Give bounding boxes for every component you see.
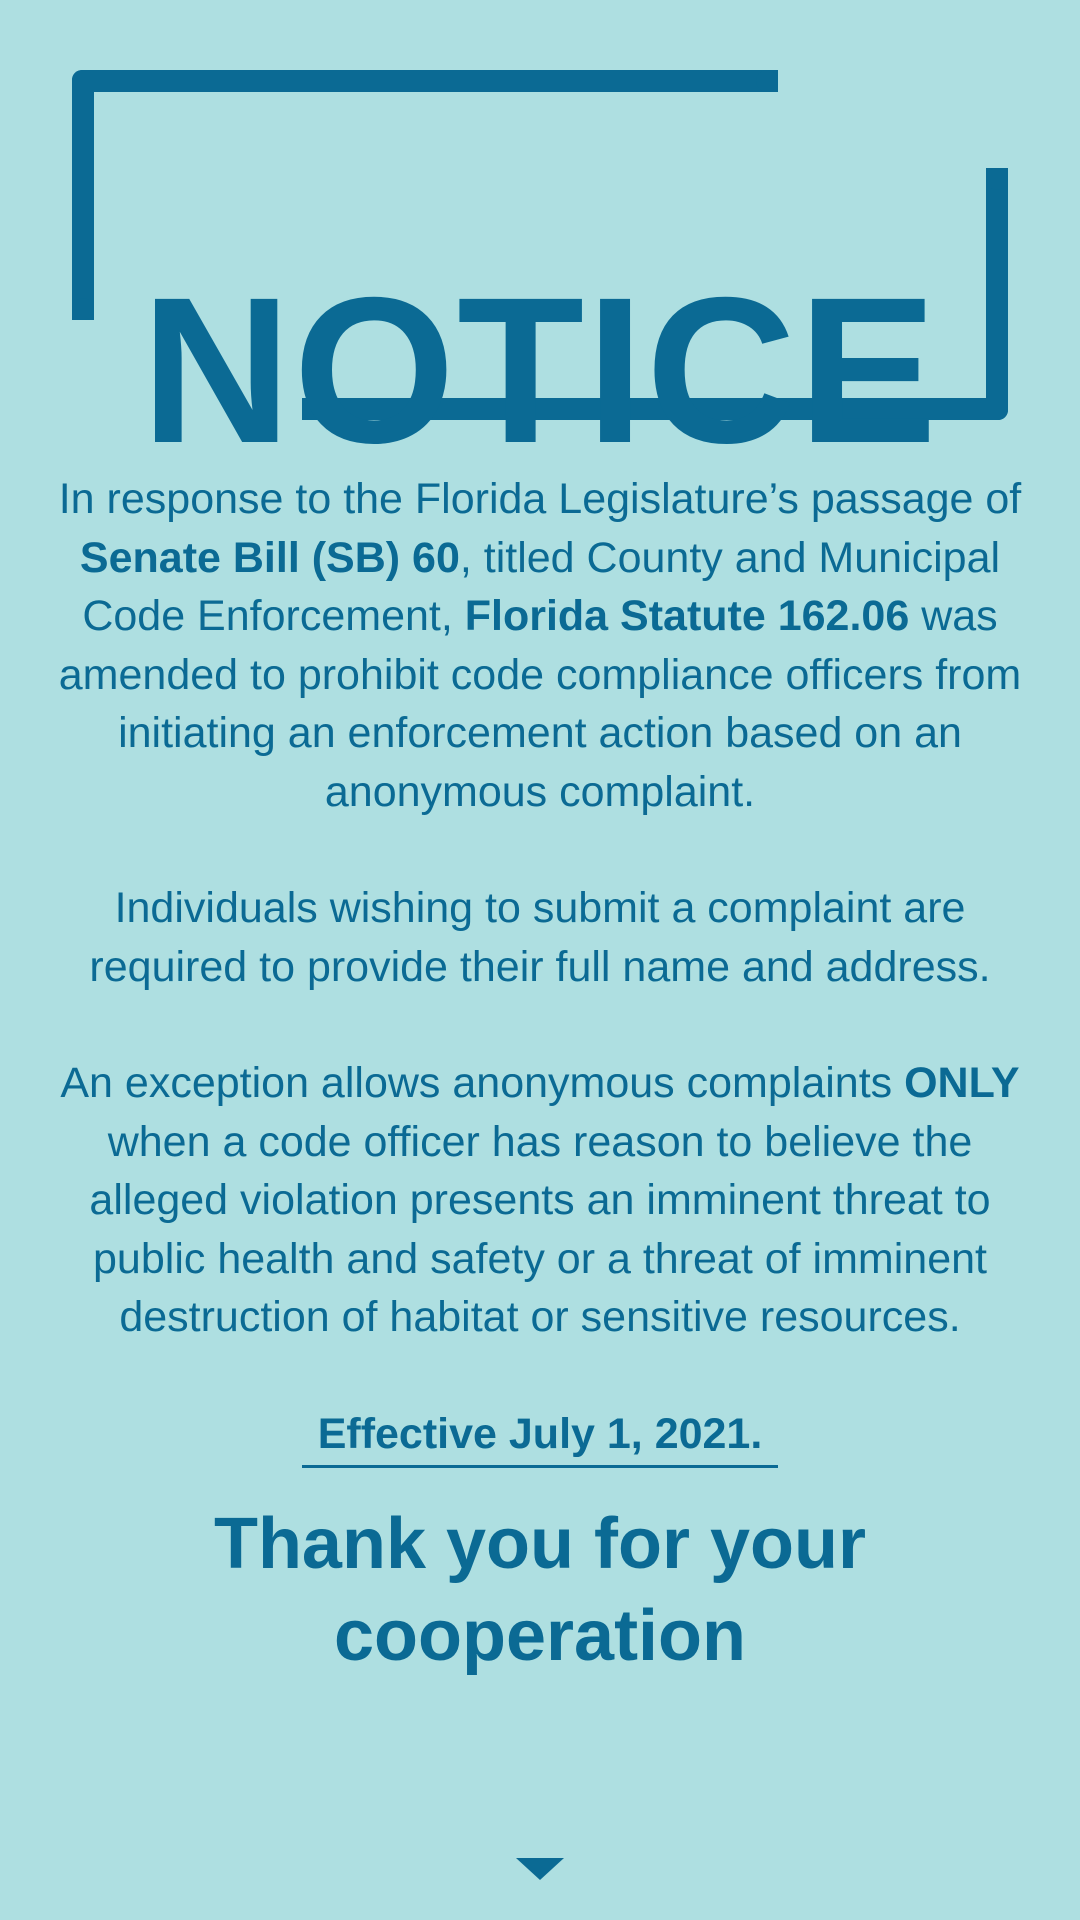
frame-bracket-cap — [986, 168, 1008, 190]
notice-title: NOTICE — [141, 255, 939, 488]
paragraph-text: was amended to prohibit code compliance officers from initiating an enforcement action based on an anonymous complaint. — [58, 592, 1022, 816]
paragraph-text: , titled County and Municipal Code Enforcement, — [82, 533, 1001, 640]
thank-you-line-2: cooperation — [333, 1595, 747, 1676]
statute-name: Florida Statute 162.06 — [464, 592, 910, 640]
paragraph-text: In response to the Florida Legislature’s passage of — [58, 475, 1022, 523]
paragraph-legislation — [40, 470, 1040, 821]
paragraph-requirement: Individuals wishing to submit a complaint are required to provide their full name and address. — [89, 884, 991, 991]
bill-name: Senate Bill (SB) 60 — [79, 533, 460, 582]
paragraph-text: An exception allows anonymous complaints — [60, 1059, 905, 1107]
effective-date-wrap — [40, 1405, 1040, 1468]
paragraph-exception — [40, 1054, 1040, 1347]
thank-you-line-1: Thank you for your — [213, 1503, 867, 1584]
triangle-down-icon — [516, 1858, 564, 1880]
paragraph-text: when a code officer has reason to believe the alleged violation presents an imminent threat to public health and safety or a threat of imminent destruction of habitat or sensitive resources. — [89, 1117, 991, 1341]
effective-date: Effective July 1, 2021. — [302, 1405, 779, 1468]
thank-you-heading — [40, 1498, 1040, 1682]
notice-content — [40, 470, 1040, 1682]
frame-bracket-cap — [756, 70, 778, 92]
emphasis-only: ONLY — [904, 1059, 1020, 1107]
